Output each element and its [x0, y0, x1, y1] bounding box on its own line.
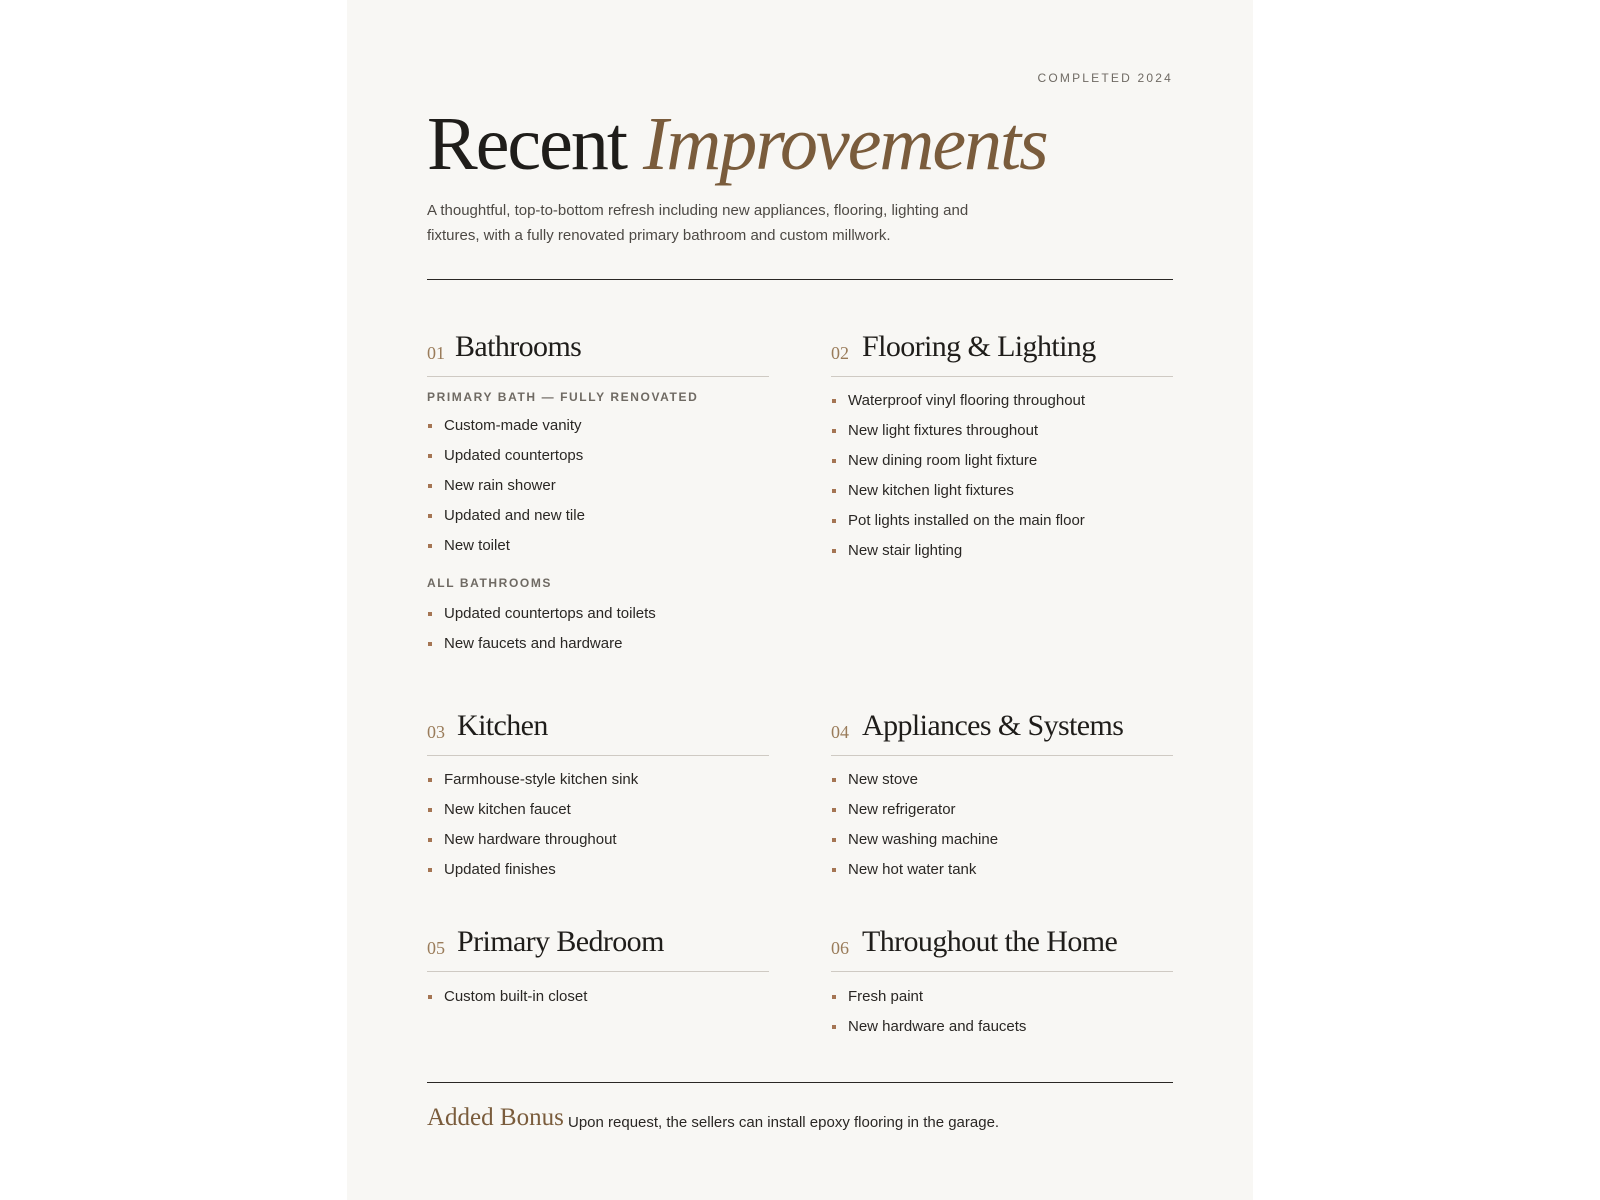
header-divider	[427, 279, 1173, 280]
section-number: 06	[831, 938, 849, 958]
list-item	[427, 501, 769, 531]
bullet-icon	[832, 429, 836, 433]
bullet-icon	[832, 489, 836, 493]
section-header	[831, 328, 1173, 377]
list-item-text: New faucets and hardware	[444, 635, 623, 652]
bullet-icon	[832, 1025, 836, 1029]
list-item	[831, 855, 1173, 885]
section-title: Primary Bedroom	[457, 925, 664, 958]
list-item	[831, 536, 1173, 566]
bullet-icon	[428, 424, 432, 428]
section-number: 05	[427, 938, 445, 958]
page-title	[427, 92, 1047, 196]
list-item	[427, 765, 769, 795]
completed-label: COMPLETED 2024	[1037, 71, 1173, 85]
list-item-text: New refrigerator	[848, 801, 956, 818]
list-item-text: New stove	[848, 771, 919, 788]
section-number: 02	[831, 343, 849, 363]
section-bathrooms	[427, 328, 769, 659]
list-item-text: Custom-made vanity	[444, 417, 582, 434]
bonus-text: Upon request, the sellers can install epoxy flooring in the garage.	[568, 1114, 1000, 1131]
list-item-text: Updated countertops and toilets	[444, 605, 656, 622]
subsection-label: ALL BATHROOMS	[427, 576, 553, 590]
section-number: 03	[427, 722, 445, 742]
bullet-icon	[832, 519, 836, 523]
list-item-text: Updated countertops	[444, 447, 584, 464]
bullet-icon	[832, 399, 836, 403]
item-list	[427, 765, 769, 885]
section-header	[427, 328, 769, 377]
list-item-text: Waterproof vinyl flooring throughout	[848, 392, 1086, 409]
list-item	[427, 629, 769, 659]
section-title: Appliances & Systems	[862, 709, 1124, 742]
bullet-icon	[428, 454, 432, 458]
section-title: Kitchen	[457, 709, 548, 742]
section-header	[427, 707, 769, 756]
list-item	[831, 446, 1173, 476]
section-flooring-lighting	[831, 328, 1173, 566]
bullet-icon	[428, 995, 432, 999]
list-item	[831, 386, 1173, 416]
section-header	[427, 923, 769, 972]
list-item	[831, 825, 1173, 855]
bullet-icon	[428, 484, 432, 488]
section-number: 01	[427, 343, 445, 363]
list-item	[427, 982, 769, 1012]
list-item-text: Updated and new tile	[444, 507, 585, 524]
list-item-text: Updated finishes	[444, 861, 556, 878]
list-item-text: New stair lighting	[848, 542, 963, 559]
list-item	[427, 795, 769, 825]
bullet-icon	[832, 549, 836, 553]
bullet-icon	[428, 838, 432, 842]
list-item	[427, 441, 769, 471]
bullet-icon	[428, 868, 432, 872]
item-list	[427, 411, 769, 561]
list-item	[427, 471, 769, 501]
list-item	[427, 411, 769, 441]
bullet-icon	[832, 459, 836, 463]
list-item-text: Farmhouse-style kitchen sink	[444, 771, 639, 788]
list-item	[427, 531, 769, 561]
subsection-label: PRIMARY BATH — FULLY RENOVATED	[427, 390, 699, 404]
item-list	[831, 386, 1173, 566]
bullet-icon	[832, 808, 836, 812]
list-item	[831, 416, 1173, 446]
section-throughout-home	[831, 923, 1173, 1042]
section-title: Throughout the Home	[862, 925, 1118, 958]
list-item-text: Fresh paint	[848, 988, 924, 1005]
list-item-text: New light fixtures throughout	[848, 422, 1039, 439]
list-item-text: Custom built-in closet	[444, 988, 588, 1005]
list-item	[427, 599, 769, 629]
list-item	[831, 765, 1173, 795]
bullet-icon	[428, 612, 432, 616]
item-list	[427, 599, 769, 659]
bullet-icon	[428, 514, 432, 518]
section-number: 04	[831, 722, 849, 742]
section-appliances-systems	[831, 707, 1173, 885]
bullet-icon	[832, 995, 836, 999]
title-accent: Improvements	[643, 102, 1047, 186]
list-item	[831, 795, 1173, 825]
section-title: Bathrooms	[455, 330, 582, 363]
bullet-icon	[428, 808, 432, 812]
list-item-text: New kitchen faucet	[444, 801, 571, 818]
intro-paragraph: A thoughtful, top-to-bottom refresh including new appliances, flooring, lighting and fixtures, with a fully renovated primary bathroom and custom millwork.	[427, 202, 969, 244]
bullet-icon	[428, 642, 432, 646]
list-item-text: New rain shower	[444, 477, 556, 494]
list-item	[427, 855, 769, 885]
bullet-icon	[832, 838, 836, 842]
title-main: Recent	[427, 102, 627, 186]
document-page	[347, 0, 1253, 1200]
item-list	[831, 765, 1173, 885]
list-item-text: New washing machine	[848, 831, 999, 848]
item-list	[427, 982, 769, 1012]
bullet-icon	[428, 544, 432, 548]
list-item-text: New toilet	[444, 537, 510, 554]
bonus-divider	[427, 1082, 1173, 1083]
section-kitchen	[427, 707, 769, 885]
bullet-icon	[832, 778, 836, 782]
bullet-icon	[832, 868, 836, 872]
bullet-icon	[428, 778, 432, 782]
list-item-text: New hot water tank	[848, 861, 977, 878]
list-item-text: New hardware throughout	[444, 831, 617, 848]
list-item	[427, 825, 769, 855]
list-item-text: New hardware and faucets	[848, 1018, 1027, 1035]
list-item	[831, 506, 1173, 536]
item-list	[831, 982, 1173, 1042]
section-header	[831, 707, 1173, 756]
section-title: Flooring & Lighting	[862, 330, 1096, 363]
list-item	[831, 1012, 1173, 1042]
list-item	[831, 476, 1173, 506]
list-item-text: Pot lights installed on the main floor	[848, 512, 1085, 529]
section-primary-bedroom	[427, 923, 769, 1012]
list-item	[831, 982, 1173, 1012]
section-header	[831, 923, 1173, 972]
list-item-text: New dining room light fixture	[848, 452, 1038, 469]
list-item-text: New kitchen light fixtures	[848, 482, 1014, 499]
bonus-label: Added Bonus	[427, 1104, 564, 1131]
